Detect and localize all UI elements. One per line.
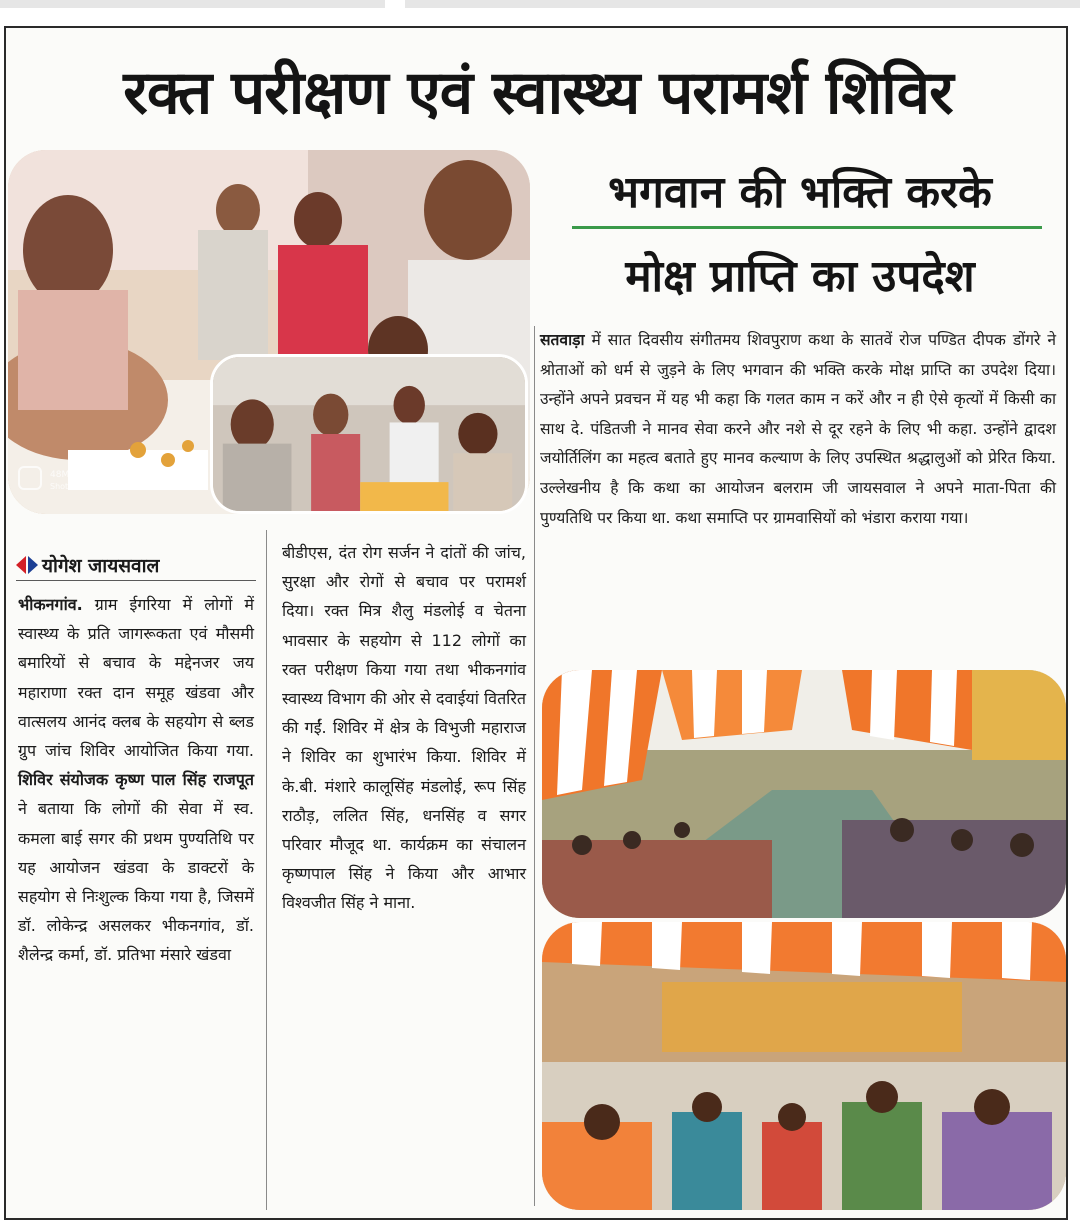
story-right-body	[540, 326, 1056, 533]
photo-bhandara-tent-1-image	[542, 670, 1066, 918]
page-headline: रक्त परीक्षण एवं स्वास्थ्य परामर्श शिविर	[123, 58, 953, 128]
byline-name: योगेश जायसवाल	[42, 555, 160, 577]
story-left-text-b: ने बताया कि लोगों की सेवा में स्व. कमला बाई सगर की प्रथम पुण्यतिथि पर यह आयोजन खंडवा के डाक्टरों के सहयोग से निःशुल्क किया गया है, जिसमें डॉ. लोकेन्द्र असलकर भीकनगांव, डॉ. शैलेन्द्र कर्मा, डॉ. प्रतिभा मंसारे खंडवा	[18, 799, 254, 965]
photo-bhandara-tent-2-image	[542, 922, 1066, 1210]
story-left-col2-text: बीडीएस, दंत रोग सर्जन ने दांतों की जांच, सुरक्षा और रोगों से बचाव पर परामर्श दिया। रक्त मित्र शैलु मंडलोई व चेतना भावसार के सहयोग से 112 लोगों का रक्त परीक्षण किया गया तथा भीकनगांव स्वास्थ्य विभाग की ओर से दवाईयां वितरित की गईं. शिविर में क्षेत्र के विभुजी महाराज ने शिविर का शुभारंभ किया. शिविर में के.बी. मंशारे कालूसिंह मंडलोई, रूप सिंह राठौड़, ललित सिंह, धनसिंह व सगर परिवार मौजूद था. कार्यक्रम का संचालन कृष्णपाल सिंह ने किया और आभार विश्वजीत सिंह ने माना.	[282, 543, 526, 913]
photo-blood-testing-image	[213, 357, 525, 511]
photo-bhandara-tent-1	[542, 670, 1066, 918]
story-right-dateline: सतवाड़ा	[540, 331, 585, 349]
subhead-line1: भगवान की भक्ति करके	[608, 167, 992, 218]
subhead-line2: मोक्ष प्राप्ति का उपदेश	[625, 251, 975, 302]
story-left-column-2	[282, 538, 526, 918]
column-divider-1	[266, 530, 267, 1210]
photo-blood-testing-inset	[210, 354, 528, 514]
story-left-bold-organiser: शिविर संयोजक कृष्ण पाल सिंह राजपूत	[18, 770, 254, 790]
byline	[16, 550, 256, 581]
story-right-text: में सात दिवसीय संगीतमय शिवपुराण कथा के सातवें रोज पण्डित दीपक डोंगरे ने श्रोताओं को धर्म से जुड़ने के लिए भगवान की भक्ति करके मोक्ष प्राप्ति का उपदेश दिया। उन्होंने अपने प्रवचन में यह भी कहा कि गलत काम न करें और न ही ऐसे कृत्यों में किसी का साथ दे. पंडितजी ने मानव सेवा करने और नशे से दूर रहने के लिए भी कहा. उन्होंने द्वादश जयोर्तिलिंग का महत्व बताते हुए मानव कल्याण के लिए उपस्थित श्रद्धालुओं को प्रेरित किया. उल्लेखनीय है कि कथा का आयोजन बलराम जी जायसवाल ने अपने माता-पिता की पुण्यतिथि पर किया था. कथा समाप्ति पर ग्रामवासियों को भंडारा कराया गया।	[540, 331, 1056, 527]
top-strip-left	[0, 0, 385, 8]
watermark-line2: Shot on realme 5s	[50, 482, 123, 491]
subhead-divider	[572, 226, 1042, 229]
photo-bhandara-tent-2	[542, 922, 1066, 1210]
top-strip	[0, 0, 1080, 22]
story-left-column-1	[18, 590, 254, 970]
top-strip-right	[405, 0, 1080, 8]
watermark-line1: 48MP QUAD CAMERA	[50, 470, 146, 480]
byline-marker-icon	[16, 556, 38, 574]
camera-watermark	[18, 466, 188, 496]
story-left-text-a: ग्राम ईगरिया में लोगों में स्वास्थ्य के प्रति जागरूकता एवं मौसमी बमारियों से बचाव के मद्देनजर जय महाराणा रक्त दान समूह खंडवा और वात्सलय आनंद क्लब के सहयोग से ब्लड ग्रुप जांच शिविर आयोजित किया गया.	[18, 595, 254, 761]
story-left-dateline: भीकनगांव.	[18, 595, 83, 614]
column-divider-2	[534, 326, 535, 1206]
camera-logo-icon	[18, 466, 42, 490]
